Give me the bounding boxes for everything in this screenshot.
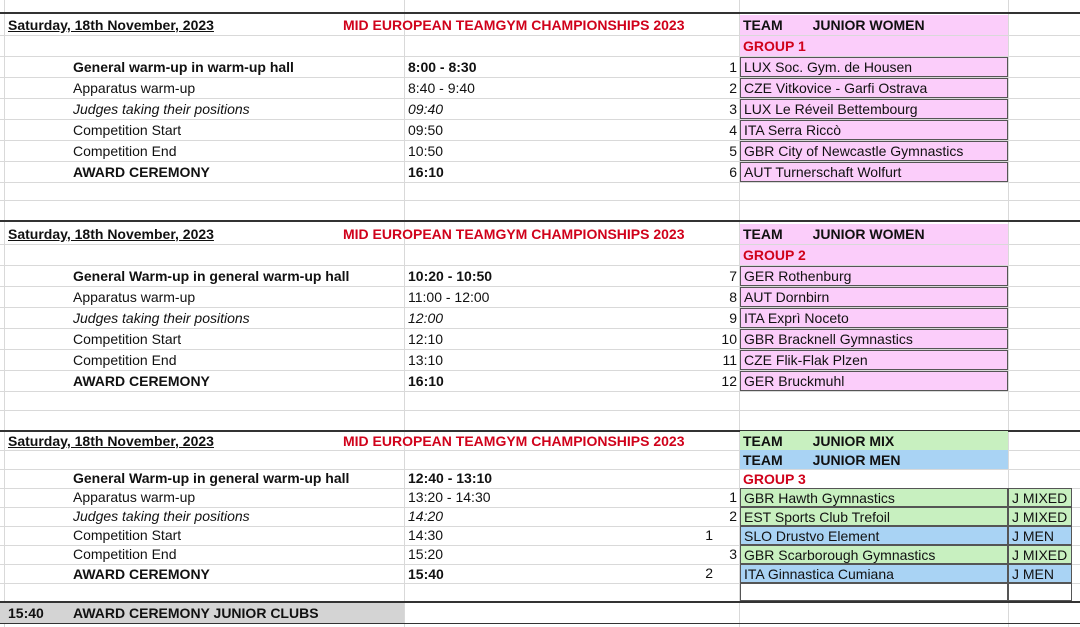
schedule-time: 13:20 - 14:30	[408, 489, 491, 505]
team-number: 3	[729, 546, 737, 562]
schedule-time: 15:20	[408, 546, 444, 562]
date-header: Saturday, 18th November, 2023	[8, 226, 214, 242]
team-number: 7	[729, 268, 737, 284]
schedule-time: 12:10	[408, 331, 444, 347]
schedule-label: Judges taking their positions	[73, 310, 250, 326]
team-number: 5	[729, 143, 737, 159]
schedule-label: Competition End	[73, 143, 177, 159]
team-number: 1	[729, 489, 737, 505]
team-category: J MIXED	[1008, 507, 1072, 526]
team-entry: GER Rothenburg	[740, 266, 1008, 286]
event-title: MID EUROPEAN TEAMGYM CHAMPIONSHIPS 2023	[343, 226, 685, 242]
team-number: 8	[729, 289, 737, 305]
schedule-label: AWARD CEREMONY	[73, 164, 210, 180]
team-entry: GBR Scarborough Gymnastics	[740, 545, 1008, 564]
team-category-header	[740, 224, 1008, 244]
schedule-label: Judges taking their positions	[73, 508, 250, 524]
schedule-label: General Warm-up in general warm-up hall	[73, 470, 350, 486]
men-team-number: 1	[705, 527, 713, 543]
team-category-header-men	[740, 450, 1008, 469]
team-entry: SLO Drustvo Element	[740, 526, 1008, 545]
schedule-time: 10:20 - 10:50	[408, 268, 493, 284]
team-entry: ITA Serra Riccò	[740, 120, 1008, 140]
men-team-number: 2	[705, 565, 713, 581]
team-category: J MIXED	[1008, 545, 1072, 564]
event-title: MID EUROPEAN TEAMGYM CHAMPIONSHIPS 2023	[343, 17, 685, 33]
team-number: 2	[729, 80, 737, 96]
schedule-label: Competition Start	[73, 527, 182, 543]
schedule-time: 09:50	[408, 122, 444, 138]
schedule-label: AWARD CEREMONY	[73, 373, 210, 389]
team-entry: GBR Bracknell Gymnastics	[740, 329, 1008, 349]
team-category: J MIXED	[1008, 488, 1072, 507]
team-label: TEAM	[743, 452, 783, 468]
team-label: TEAM	[743, 433, 783, 449]
team-entry: GBR Hawth Gymnastics	[740, 488, 1008, 507]
schedule-label: Competition End	[73, 352, 177, 368]
team-category: J MEN	[1008, 564, 1072, 583]
schedule-label: General Warm-up in general warm-up hall	[73, 268, 350, 284]
category-label: JUNIOR WOMEN	[812, 17, 925, 33]
team-number: 6	[729, 164, 737, 180]
schedule-label: Apparatus warm-up	[73, 289, 196, 305]
team-number: 9	[729, 310, 737, 326]
schedule-label: Apparatus warm-up	[73, 80, 196, 96]
schedule-label: Competition Start	[73, 331, 182, 347]
schedule-time: 10:50	[408, 143, 444, 159]
schedule-time: 16:10	[408, 164, 444, 180]
schedule-time: 09:40	[408, 101, 444, 117]
footer-label: AWARD CEREMONY JUNIOR CLUBS	[73, 605, 319, 621]
team-entry: ITA Exprì Noceto	[740, 308, 1008, 328]
schedule-time: 11:00 - 12:00	[408, 289, 490, 305]
team-number: 4	[729, 122, 737, 138]
team-entry: GBR City of Newcastle Gymnastics	[740, 141, 1008, 161]
date-header: Saturday, 18th November, 2023	[8, 433, 214, 449]
team-label: TEAM	[743, 226, 783, 242]
team-entry: CZE Vitkovice - Garfi Ostrava	[740, 78, 1008, 98]
team-number: 2	[729, 508, 737, 524]
team-entry: ITA Ginnastica Cumiana	[740, 564, 1008, 583]
schedule-time: 13:10	[408, 352, 444, 368]
group-label: GROUP 2	[740, 245, 1008, 265]
team-number: 3	[729, 101, 737, 117]
team-entry: AUT Turnerschaft Wolfurt	[740, 162, 1008, 182]
group-label: GROUP 3	[743, 471, 806, 487]
date-header: Saturday, 18th November, 2023	[8, 17, 214, 33]
category-label: JUNIOR MEN	[812, 452, 901, 468]
schedule-time: 8:00 - 8:30	[408, 59, 477, 75]
team-entry: GER Bruckmuhl	[740, 371, 1008, 391]
schedule-label: General warm-up in warm-up hall	[73, 59, 294, 75]
schedule-time: 8:40 - 9:40	[408, 80, 475, 96]
schedule-time: 14:30	[408, 527, 444, 543]
empty-team-cell	[740, 583, 1008, 601]
footer-time: 15:40	[8, 605, 44, 621]
event-title: MID EUROPEAN TEAMGYM CHAMPIONSHIPS 2023	[343, 433, 685, 449]
schedule-time: 15:40	[408, 566, 444, 582]
team-entry: CZE Flik-Flak Plzen	[740, 350, 1008, 370]
schedule-label: AWARD CEREMONY	[73, 566, 210, 582]
team-number: 12	[721, 373, 737, 389]
category-label: JUNIOR WOMEN	[812, 226, 925, 242]
schedule-time: 12:40 - 13:10	[408, 470, 493, 486]
schedule-time: 14:20	[408, 508, 444, 524]
team-category: J MEN	[1008, 526, 1072, 545]
empty-category-cell	[1008, 583, 1072, 601]
team-number: 11	[722, 352, 737, 368]
group-label: GROUP 1	[740, 36, 1008, 56]
team-entry: AUT Dornbirn	[740, 287, 1008, 307]
team-number: 1	[729, 59, 737, 75]
category-label: JUNIOR MIX	[812, 433, 895, 449]
team-entry: EST Sports Club Trefoil	[740, 507, 1008, 526]
schedule-label: Apparatus warm-up	[73, 489, 196, 505]
team-label: TEAM	[743, 17, 783, 33]
team-category-header	[740, 15, 1008, 35]
schedule-label: Competition End	[73, 546, 177, 562]
team-number: 10	[721, 331, 737, 347]
team-category-header-mix	[740, 431, 1008, 450]
schedule-time: 12:00	[408, 310, 444, 326]
schedule-label: Competition Start	[73, 122, 182, 138]
schedule-time: 16:10	[408, 373, 444, 389]
team-entry: LUX Le Réveil Bettembourg	[740, 99, 1008, 119]
team-entry: LUX Soc. Gym. de Housen	[740, 57, 1008, 77]
schedule-label: Judges taking their positions	[73, 101, 250, 117]
